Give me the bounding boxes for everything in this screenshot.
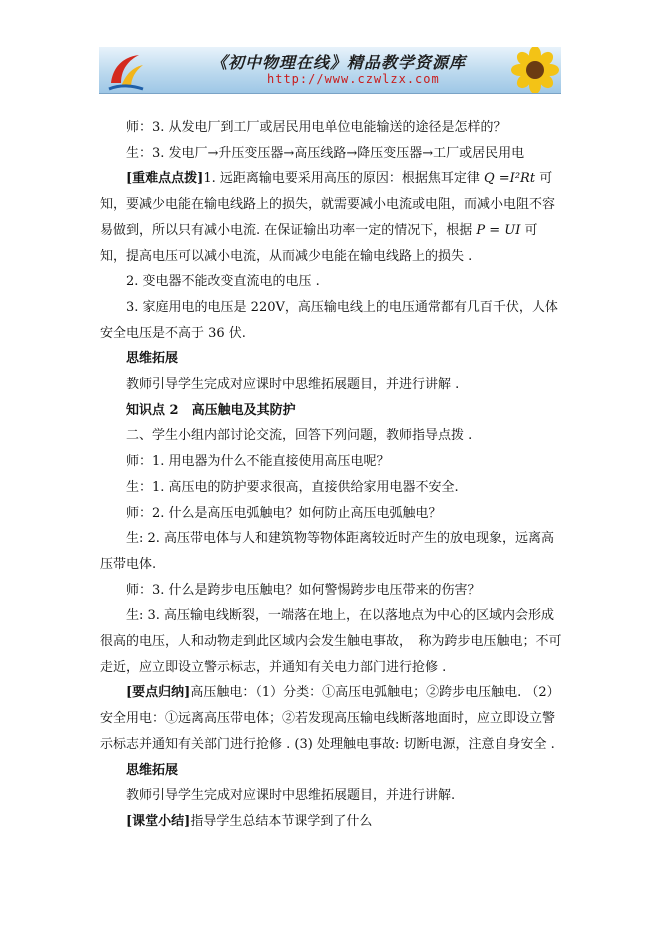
formula-joule: Q =I²Rt <box>484 171 536 187</box>
think-1-text: 教师引导学生完成对应课时中思维拓展题目，并进行讲解 . <box>126 377 460 393</box>
banner-url: http://www.czwlzx.com <box>267 72 440 86</box>
student-answer-2: 生: 2. 高压带电体与人和建筑物等物体距离较近时产生的放电现象，远离高压带电体. <box>100 531 555 572</box>
teacher-question-3: 师：3. 从发电厂到工厂或居民用电单位电能输送的途径是怎样的？ <box>126 120 507 135</box>
group-task: 二、学生小组内部讨论交流，回答下列问题，教师指导点拨 . <box>126 428 473 444</box>
section-heading-think-1: 思维拓展 <box>126 351 179 367</box>
summary-text: 高压触电：（1）分类：①高压电弧触电；②跨步电压触电. （2）安全用电：①远离高压带电体；②若发现高压输电线断落地面时，应立即设立警示标志并通知有关部门进行抢修 . (3) 处理触电事故: 切断电源，注意自身安全 . <box>100 685 560 752</box>
key-point-1c: 可知，提高电压可以减小电流，从而减少电能在输电线路上的损失 . <box>100 222 538 264</box>
header-banner <box>99 47 561 94</box>
summary-paragraph <box>100 680 562 757</box>
key-point-1b: 可知，要减少电能在输电线路上的损失，就需要减小电流或电阻，而减小电阻不容易做到，所以只有减小电流. 在保证输出功率一定的情况下，根据 <box>100 171 556 238</box>
sunflower-icon <box>495 47 561 93</box>
class-summary-paragraph <box>100 809 562 835</box>
student-answer-1: 生：1. 高压电的防护要求很高，直接供给家用电器不安全. <box>126 479 459 495</box>
class-summary-text: 指导学生总结本节课学到了什么 <box>190 813 373 829</box>
summary-tag: [要点归纳] <box>126 685 191 701</box>
banner-title: 《初中物理在线》精品教学资源库 <box>211 53 467 72</box>
knowledge-point-2-heading: 知识点 2 高压触电及其防护 <box>126 402 296 418</box>
key-point-3: 3. 家庭用电的电压是 220V，高压输电线上的电压通常都有几百千伏，人体安全电压是不高于 36 伏. <box>100 299 558 341</box>
key-points-tag: [重难点点拨] <box>126 171 204 187</box>
think-2-text: 教师引导学生完成对应课时中思维拓展题目，并进行讲解. <box>126 788 456 804</box>
teacher-question-1: 师：1. 用电器为什么不能直接使用高压电呢？ <box>126 454 390 470</box>
key-point-1a: 1. 远距离输电要采用高压的原因：根据焦耳定律 <box>203 171 480 187</box>
key-points-paragraph <box>100 166 562 269</box>
key-point-2: 2. 变电器不能改变直流电的电压 . <box>126 274 320 290</box>
formula-power: P = UI <box>476 222 521 238</box>
logo-swirl-icon <box>105 49 147 91</box>
section-heading-think-2: 思维拓展 <box>126 762 179 778</box>
document-body <box>100 115 562 835</box>
student-answer-3: 生：3. 发电厂→升压变压器→高压线路→降压变压器→工厂或居民用电 <box>126 145 525 161</box>
student-answer-3b: 生: 3. 高压输电线断裂，一端落在地上，在以落地点为中心的区域内会形成很高的电压，人和动物走到此区域内会发生触电事故， 称为跨步电压触电；不可走近，应立即设立警示标志，并通知有关电力部门进行抢修 . <box>100 608 562 675</box>
teacher-question-2: 师：2. 什么是高压电弧触电？如何防止高压电弧触电？ <box>126 505 442 521</box>
teacher-question-3b: 师：3. 什么是跨步电压触电？如何警惕跨步电压带来的伤害？ <box>126 582 481 598</box>
class-summary-tag: [课堂小结] <box>126 813 191 829</box>
